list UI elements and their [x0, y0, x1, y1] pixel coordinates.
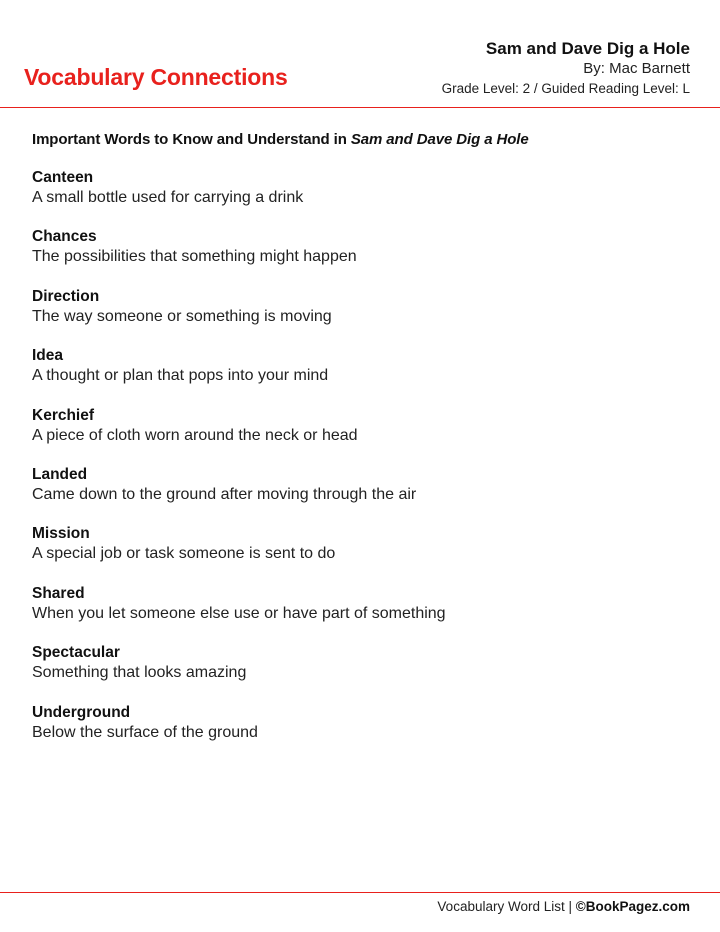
vocab-definition: A special job or task someone is sent to do — [32, 545, 336, 563]
footer-label: Vocabulary Word List — [437, 899, 565, 914]
vocab-definition: When you let someone else use or have part of something — [32, 604, 446, 622]
book-author: By: Mac Barnett — [583, 60, 690, 77]
document-title: Vocabulary Connections — [24, 64, 288, 90]
vocab-definition: Below the surface of the ground — [32, 723, 258, 741]
intro-book-title: Sam and Dave Dig a Hole — [350, 131, 529, 148]
vocab-word: Chances — [32, 228, 97, 246]
vocab-word: Kerchief — [32, 406, 95, 424]
book-info — [442, 39, 690, 99]
vocab-entry — [32, 168, 692, 208]
vocab-word: Underground — [32, 703, 131, 721]
vocabulary-list — [32, 168, 692, 743]
footer-divider — [0, 892, 720, 893]
vocab-entry — [32, 524, 692, 564]
vocab-definition: The way someone or something is moving — [32, 307, 332, 325]
main-content — [32, 130, 692, 762]
vocab-word: Idea — [32, 347, 64, 365]
vocab-definition: A thought or plan that pops into your mind — [32, 367, 329, 385]
vocab-definition: The possibilities that something might happen — [32, 248, 357, 266]
vocab-definition: A piece of cloth worn around the neck or head — [32, 426, 358, 444]
vocab-entry — [32, 465, 692, 505]
intro-heading — [32, 130, 692, 150]
vocab-word: Spectacular — [32, 644, 120, 662]
book-title: Sam and Dave Dig a Hole — [485, 39, 690, 58]
vocab-entry — [32, 703, 692, 743]
vocab-entry — [32, 287, 692, 327]
vocab-word: Shared — [32, 584, 85, 602]
vocab-definition: Something that looks amazing — [32, 664, 247, 682]
vocab-word: Mission — [32, 525, 90, 543]
footer-separator: | — [564, 899, 576, 914]
vocab-entry — [32, 584, 692, 624]
page-header — [0, 0, 720, 108]
vocab-entry — [32, 346, 692, 386]
header-divider — [0, 107, 720, 108]
vocab-entry — [32, 406, 692, 446]
vocab-word: Landed — [32, 465, 88, 483]
vocab-definition: A small bottle used for carrying a drink — [32, 189, 304, 206]
reading-level: Grade Level: 2 / Guided Reading Level: L — [441, 81, 690, 96]
intro-prefix: Important Words to Know and Understand in — [32, 131, 351, 148]
vocab-definition: Came down to the ground after moving through the air — [32, 485, 417, 503]
page-footer — [437, 897, 690, 917]
vocab-word: Canteen — [32, 169, 94, 186]
vocab-entry — [32, 227, 692, 267]
vocab-entry — [32, 643, 692, 683]
footer-brand: ©BookPagez.com — [575, 899, 690, 914]
vocab-word: Direction — [32, 287, 100, 305]
